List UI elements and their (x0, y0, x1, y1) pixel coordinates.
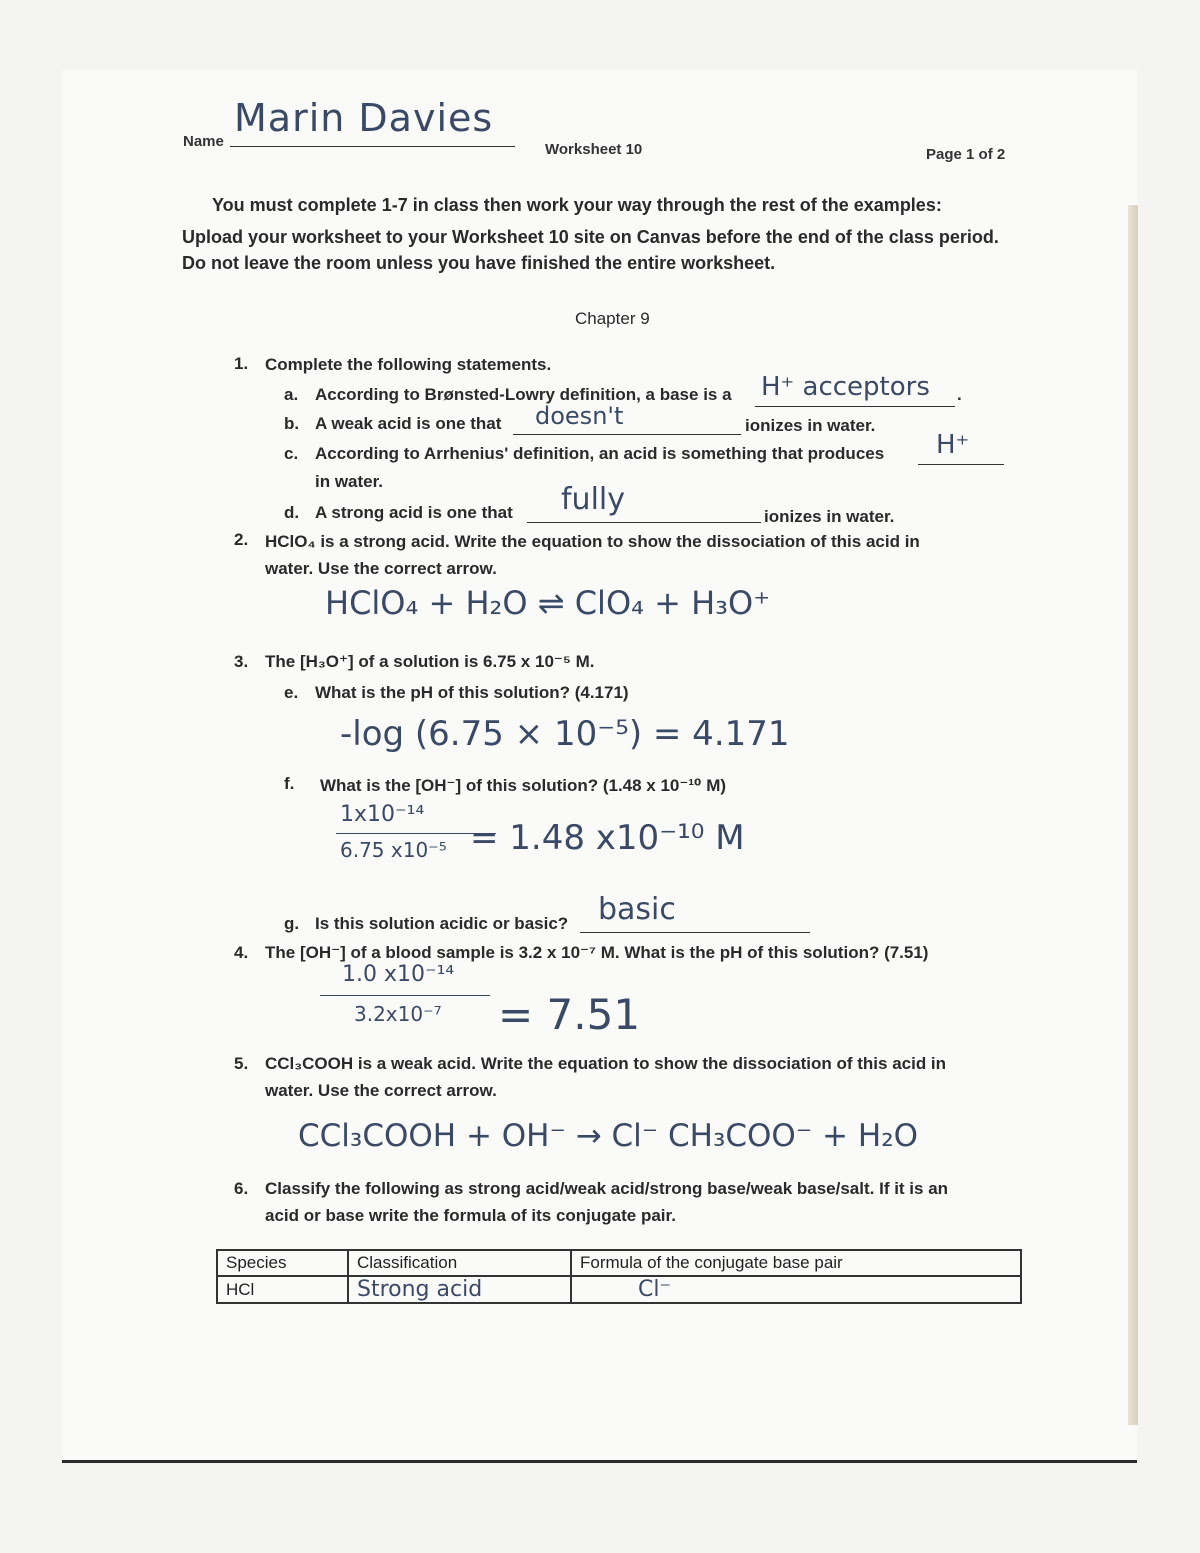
q3f-question: What is the [OH⁻] of this solution? (1.48 x 10⁻¹⁰ M) (320, 776, 727, 795)
q1d-text: A strong acid is one that (315, 503, 513, 522)
table-header-conjugate-pair: Formula of the conjugate base pair (571, 1250, 1021, 1276)
q4-denominator: 3.2x10⁻⁷ (354, 1002, 442, 1026)
instruction-line-1: You must complete 1-7 in class then work your way through the rest of the examples: (212, 195, 942, 215)
q3f-denominator: 6.75 x10⁻⁵ (340, 838, 447, 862)
q1a-text: According to Brønsted-Lowry definition, a base is a (315, 385, 732, 404)
q1-number: 1. (234, 354, 249, 373)
q3-number: 3. (234, 652, 249, 671)
q1d-answer: fully (561, 482, 625, 517)
q1d-answer-field[interactable] (527, 482, 761, 523)
page-indicator: Page 1 of 2 (926, 146, 1006, 163)
q3g-question: Is this solution acidic or basic? (315, 914, 569, 933)
q3g-answer-field[interactable] (580, 894, 810, 933)
q6-number: 6. (234, 1179, 249, 1198)
chapter-title: Chapter 9 (575, 309, 650, 328)
q1c-answer: H⁺ (936, 430, 970, 460)
page-edge (1128, 205, 1138, 1425)
q5-answer: CCl₃COOH + OH⁻ → Cl⁻ CH₃COO⁻ + H₂O (298, 1118, 919, 1154)
q1-prompt: Complete the following statements. (265, 355, 552, 374)
q4-prompt: The [OH⁻] of a blood sample is 3.2 x 10⁻⁷ M. What is the pH of this solution? (7.51) (265, 943, 929, 962)
q3f-result: = 1.48 x10⁻¹⁰ M (470, 818, 745, 858)
q4-result: = 7.51 (498, 990, 641, 1039)
q4-fraction (320, 962, 500, 1037)
q1d-suffix: ionizes in water. (764, 507, 895, 526)
name-label: Name (183, 133, 224, 150)
q4-fraction-bar (320, 995, 490, 996)
q2-number: 2. (234, 530, 249, 549)
q5-line-1: CCl₃COOH is a weak acid. Write the equation to show the dissociation of this acid in (265, 1054, 947, 1073)
q6-line-1: Classify the following as strong acid/weak acid/strong base/weak base/salt. If it is an (265, 1179, 949, 1198)
q1b-suffix: ionizes in water. (745, 416, 876, 435)
q3g-answer: basic (598, 892, 676, 927)
q5-line-2: water. Use the correct arrow. (265, 1081, 497, 1100)
q1c-text: According to Arrhenius' definition, an acid is something that produces (315, 444, 885, 463)
q4-numerator: 1.0 x10⁻¹⁴ (342, 962, 455, 987)
q3f-letter: f. (284, 774, 295, 793)
q1a-answer: H⁺ acceptors (761, 372, 930, 402)
q1b-answer-field[interactable] (513, 404, 741, 435)
q2-answer: HClO₄ + H₂O ⇌ ClO₄ + H₃O⁺ (325, 584, 771, 622)
table-row (217, 1276, 1021, 1303)
table-header-classification: Classification (348, 1250, 571, 1276)
instruction-line-3: Do not leave the room unless you have finished the entire worksheet. (182, 253, 776, 273)
q3g-letter: g. (284, 914, 300, 933)
q2-line-2: water. Use the correct arrow. (265, 559, 497, 578)
q1c-answer-field[interactable] (918, 430, 1004, 465)
instruction-line-2: Upload your worksheet to your Worksheet 10 site on Canvas before the end of the class period. (182, 227, 999, 247)
q1b-letter: b. (284, 414, 300, 433)
q3f-numerator: 1x10⁻¹⁴ (340, 802, 425, 827)
table-cell-classification[interactable]: Strong acid (348, 1276, 571, 1303)
q1a-answer-field[interactable] (755, 372, 955, 407)
q1d-letter: d. (284, 503, 300, 522)
table-cell-conjugate-pair[interactable]: Cl⁻ (571, 1276, 1021, 1303)
q6-line-2: acid or base write the formula of its conjugate pair. (265, 1206, 676, 1225)
q3e-letter: e. (284, 683, 299, 702)
table-header-species: Species (217, 1250, 348, 1276)
q1c-letter: c. (284, 444, 299, 463)
table-header-row (217, 1250, 1021, 1276)
q3e-question: What is the pH of this solution? (4.171) (315, 683, 629, 702)
table-cell-species[interactable]: HCl (217, 1276, 348, 1303)
worksheet-title: Worksheet 10 (545, 141, 643, 158)
classification-table (216, 1249, 1022, 1304)
q1b-answer: doesn't (535, 402, 624, 430)
q1c-suffix: in water. (315, 472, 384, 491)
q2-line-1: HClO₄ is a strong acid. Write the equation to show the dissociation of this acid in (265, 532, 920, 551)
name-value: Marin Davies (234, 96, 494, 140)
q1a-letter: a. (284, 385, 299, 404)
q1b-text: A weak acid is one that (315, 414, 502, 433)
q1a-period: . (957, 385, 962, 404)
q4-number: 4. (234, 943, 249, 962)
q3e-work: -log (6.75 × 10⁻⁵) = 4.171 (340, 714, 790, 754)
q3-prompt: The [H₃O⁺] of a solution is 6.75 x 10⁻⁵ M. (265, 652, 595, 671)
q5-number: 5. (234, 1054, 249, 1073)
name-field[interactable] (230, 96, 515, 147)
